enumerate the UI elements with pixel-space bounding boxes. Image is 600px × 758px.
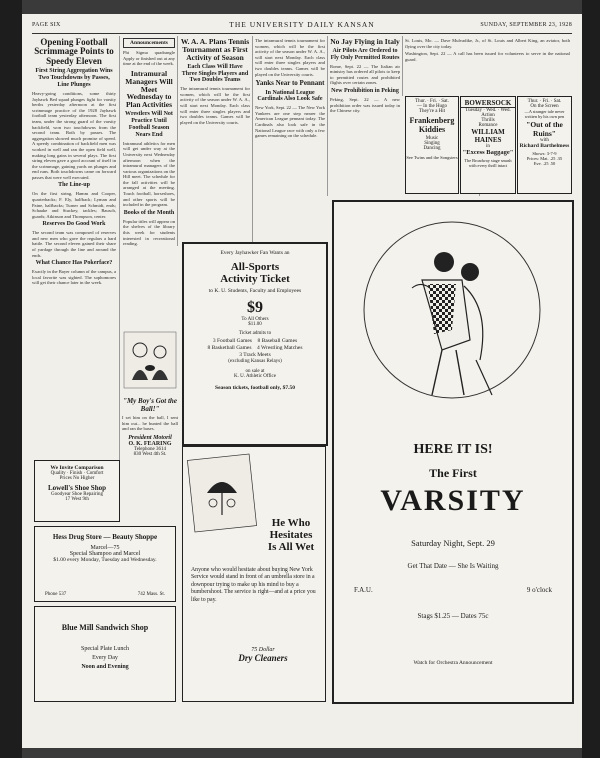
article-body: Intramural athletics for men will get under way at the University next Wednesday afternoon when the intramural managers of the various organizations on the Hill meet. The schedule for the fall activities will be arranged at the meeting. Touch football, horseshoes, and other sports will be included in the program. [123, 140, 175, 208]
article-body: On the first string, Hamm and Cooper, quarterbacks; F. Ely, halfback; Lyman and Paine, halfbacks; Turner and Schmidt, ends; Schaake and Stuckey, tackles; Bausch, guards; Atkinson and Thompson, center. [32, 191, 116, 219]
theater-act-title: Frankenberg Kiddies [409, 116, 455, 134]
theater-line: Music [425, 136, 439, 141]
column-rule [119, 36, 120, 496]
ticket-event: 4 Wrestling Matches [256, 345, 303, 351]
theater-line: Dancing [423, 146, 441, 151]
ad-line: Quality · Finish · Comfort [50, 471, 104, 476]
ad-shop-name: Lowell's Shoe Shop [48, 484, 106, 492]
scan-edge-left [0, 0, 22, 758]
article-body: Rome, Sept. 22 — The Italian air ministry has ordered all pilots to keep to permitted routes and prohibited flights over certain zones. [330, 63, 400, 86]
theater-film: "Excess Baggage" [462, 149, 514, 156]
masthead-rule [32, 33, 572, 34]
theater-name: BOWERSOCK [461, 99, 515, 108]
varsity-date: Saturday Night, Sept. 29 [411, 538, 495, 548]
ad-lowell-shoe [34, 460, 120, 522]
varsity-first: The First [429, 466, 477, 480]
theater-star: WILLIAM HAINES [471, 128, 505, 144]
theater-prices: Prices: Mat. .25 .35 [526, 156, 563, 161]
article-body: Peking, Sept. 22 — A new prohibition order was issued today in the Chinese city. [330, 96, 400, 114]
column-rule [252, 36, 253, 246]
ad-hess-drug [34, 526, 176, 602]
boys-ad: President Motoril [128, 434, 172, 441]
theater-line: They're a Hit [418, 109, 446, 114]
ticket-price: $9 [247, 299, 263, 316]
headline-yanks: Yanks Near to Pennant [255, 79, 325, 88]
headline-football: Opening Football Scrimmage Points to Speedy Eleven [34, 38, 114, 66]
article-body: St. Louis, Mo. — Dave Mulvadike, Jr., of St. Louis and Albert King, an aviator, both flying over the city today. [405, 38, 570, 49]
announcements-box [123, 38, 175, 48]
store-line: Special Shampoo and Marcel [69, 551, 141, 557]
subhead-football: First String Aggregation Wins Two Touchdowns by Passes, Line Plunges [35, 68, 113, 89]
ad-my-boy [122, 330, 178, 528]
ticket-admits: Ticket admits to [238, 331, 272, 336]
masthead [32, 20, 572, 32]
article-body: Heavy-going conditions, some thirty Jayhawk Bed squad plunges fight for varsity berths yesterday afternoon at the first scrimmage practice of the 1928 Jayhawk football team yesterday afternoon. The first team, under the strong guard of the varsity backfield, won two touchdowns from the second team. Both by passes. The aggregation showed much promise of speed. A speedy combination of backfield men was worked in well and ran the open field well, making long gains in several plays. The first string eleven gave a good account of itself in the scrimmage, gaining yards on plunges and end runs. Both touchdowns came on forward passes that were well executed. [32, 90, 116, 180]
headline-waa: W. A. A. Plans Tennis Tournament as First Activity of Season [180, 38, 250, 62]
boys-phone: Telephone 3614 [133, 446, 166, 452]
boys-addr: 830 West 4th St. [133, 451, 167, 457]
subhead-books: Books of the Month [123, 209, 175, 216]
cleaners-logo-small: 75 Dollar [251, 647, 275, 653]
ticket-sale: on sale at [245, 369, 265, 374]
ad-theater-dickinson [517, 96, 572, 194]
issue-date: SUNDAY, SEPTEMBER 23, 1928 [480, 22, 572, 28]
store-phone: Phone 537 [45, 592, 67, 597]
varsity-tagline: Get That Date — She Is Waiting [407, 562, 499, 570]
boys-ad-name: O. K. FEARING [128, 440, 172, 447]
ad-first-varsity [332, 200, 574, 704]
bluemill-line: Noon and Evening [81, 664, 129, 670]
theater-days: Thur. · Fri. · Sat. [527, 99, 562, 104]
subhead-peking: New Prohibition in Peking [331, 88, 399, 95]
theater-line: with [540, 138, 549, 143]
article-body: The intramural tennis tournament for women, which will be the first activity of the season under W. A. A., will start next Monday. Each class will enter three singles players and two doubles teams. Games will be played on the University courts. [180, 86, 250, 125]
ticket-title: All-Sports [230, 261, 280, 273]
theater-line: —A stranger tale never written by his own pen [524, 109, 565, 119]
headline-italy: No Jay Flying in Italy [330, 38, 400, 46]
announcements-title: Announcements [130, 40, 168, 46]
varsity-here: HERE IT IS! [413, 442, 493, 457]
scan-edge-right [582, 0, 600, 758]
article-body: Popular titles will appear on the shelves of the library this week for students interested in recreational reading. [123, 218, 175, 247]
theater-line: Action [481, 113, 495, 118]
cleaners-logo-name: Dry Cleaners [238, 653, 288, 663]
theater-prices: Shows: 3-7-9 [532, 151, 557, 156]
ticket-event: 3 Football Games [212, 338, 252, 344]
ad-activity-ticket [182, 242, 328, 446]
store-line: Marcel—75 [90, 545, 120, 551]
ticket-title: Activity Ticket [220, 273, 290, 285]
varsity-time: 9 o'clock [526, 586, 552, 594]
ticket-exclusion: (excluding Kansas Relays) [228, 359, 282, 364]
theater-film: "Out of the Ruins" [526, 120, 563, 138]
boys-caption: "My Boy's Got the Ball!" [123, 397, 177, 413]
ticket-footer: Season tickets, football only, $7.50 [215, 385, 295, 391]
subhead-pokerface: What Chance Has Pokerface? [35, 260, 113, 267]
ad-he-who-hesitates [182, 446, 326, 702]
subhead-lineup: The Line-up [58, 182, 90, 189]
theater-line: Romance [478, 123, 498, 128]
theater-line: in [486, 144, 490, 149]
column-3 [180, 38, 250, 243]
bluemill-line: Special Plate Lunch [81, 646, 129, 652]
ticket-event: 8 Baseball Games [257, 338, 298, 344]
ad-line: Goodyear Shoe Repairing [51, 492, 103, 497]
ticket-others-price: $11.00 [248, 322, 262, 327]
column-rule [177, 36, 178, 246]
varsity-place: F.A.U. [354, 586, 373, 594]
umbrella-illustration [187, 453, 257, 533]
ad-line: Prices No Higher [59, 476, 95, 481]
ticket-event: 8 Basketball Games [207, 345, 252, 351]
ticket-event: 3 Track Meets [239, 352, 271, 358]
theater-footer: The Broadway stage smash with every thrill intact [464, 158, 512, 168]
theater-star: Richard Barthelmess [519, 143, 570, 149]
article-body: Exactly in the Bayer column of the campus, a local favorite was sighted. The sophomores will get their chance later in the week. [32, 269, 116, 286]
subhead-italy: Air Pilots Are Ordered to Fly Only Permitted Routes [330, 47, 400, 61]
hesitates-body: Anyone who would hesitate about buying New York Service would stand in front of an umbrella store in a downpour trying to make up his mind to buy a bumbershoot. The service is right—and at a price you like to pay. [191, 567, 316, 603]
column-2 [123, 38, 175, 328]
cleaners-logo [233, 647, 293, 663]
newspaper-page [22, 14, 582, 748]
paper-name: THE UNIVERSITY DAILY KANSAN [229, 20, 375, 29]
boys-body: I set him on the ball, I sent him out... he bunted the ball and ran the bases. [122, 415, 178, 432]
ad-heading: We Invite Comparison [50, 465, 104, 471]
bluemill-title: Blue Mill Sandwich Shop [61, 623, 149, 632]
ad-line: 17 West 9th [65, 497, 89, 502]
theater-line: Thrills [481, 118, 495, 123]
varsity-footer: Watch for Orchestra Announcement [413, 660, 493, 666]
ticket-header: Every Jayhawker Fan Wants an [220, 250, 290, 256]
varsity-price: Stags $1.25 — Dates 75c [417, 612, 489, 620]
theater-footer: See Twins and the Songsters [406, 155, 458, 160]
ad-blue-mill [34, 606, 176, 702]
football-boys-illustration [122, 330, 178, 390]
column-6 [405, 38, 570, 93]
theater-line: Singing [424, 141, 440, 146]
subhead-intramural: Wrestlers Will Not Practice Until Football Season Nears End [125, 111, 173, 138]
column-rule [327, 36, 328, 196]
subhead-reserves: Reserves Do Good Work [42, 221, 106, 228]
bluemill-line: Every Day [92, 655, 118, 661]
ticket-audience: to K. U. Students, Faculty and Employees [208, 288, 302, 294]
ticket-others: To All Others [241, 317, 269, 322]
theater-line: — In the Hugo [416, 104, 448, 109]
store-addr: 742 Mass. St. [137, 592, 165, 597]
article-body: Phi Sigma quadrangle Apply or finished out at any time at the end of the week. [123, 50, 175, 67]
column-4 [255, 38, 325, 243]
article-body: The second team was composed of reserves and new men who gave the regulars a hard battle. The second eleven gained their share of yardage through the line and around the ends. [32, 230, 116, 258]
hesitates-title-line: Is All Wet [267, 541, 315, 553]
article-body-continued: The intramural tennis tournament for women, which will be the first activity of the season under W. A. A., will start next Monday. Each class will enter three singles players and two doubles teams. Games will be played on the University courts. [255, 38, 325, 77]
ticket-events [184, 338, 326, 359]
theater-prices: Eve. .25 .50 [533, 161, 556, 166]
theater-line: On the Screen [530, 104, 559, 109]
subhead-yanks: In National League Cardinals Also Look Safe [257, 89, 323, 103]
column-rule [402, 36, 403, 96]
store-line: $1.00 every Monday, Tuesday and Wednesday. [53, 557, 157, 563]
headline-intramural: Intramural Managers Will Meet Wednesday to Plan Activities [125, 68, 173, 110]
theater-days: Tuesday · Wed. · Wed. [465, 108, 511, 113]
store-title: Hess Drug Store — Beauty Shoppe [52, 533, 158, 541]
hesitates-title-line: He Who [271, 517, 311, 529]
ticket-where: K. U. Athletic Office [234, 374, 276, 379]
column-5 [330, 38, 400, 198]
hesitates-title-line: Hesitates [269, 529, 313, 541]
page-number: PAGE SIX [32, 22, 61, 28]
article-body: New York, Sept. 22 — The New York Yankees are one step nearer the American League pennant today. The Cardinals also look safe in the National League race with only a few games remaining on the schedule. [255, 105, 325, 139]
column-1 [32, 38, 116, 470]
dancing-couple-illustration [352, 210, 552, 410]
subhead-waa: Each Class Will Have Three Singles Players and Two Doubles Teams [181, 63, 249, 84]
ad-theater-varsity [405, 96, 459, 194]
article-body: Washington, Sept. 22 — A call has been issued for volunteers to serve in the national guard. [405, 51, 570, 62]
hesitates-headline [261, 517, 321, 553]
ad-theater-bowersock [460, 96, 516, 194]
theater-days: Thur. · Fri. · Sat. [415, 99, 449, 104]
varsity-title: VARSITY [380, 484, 526, 517]
